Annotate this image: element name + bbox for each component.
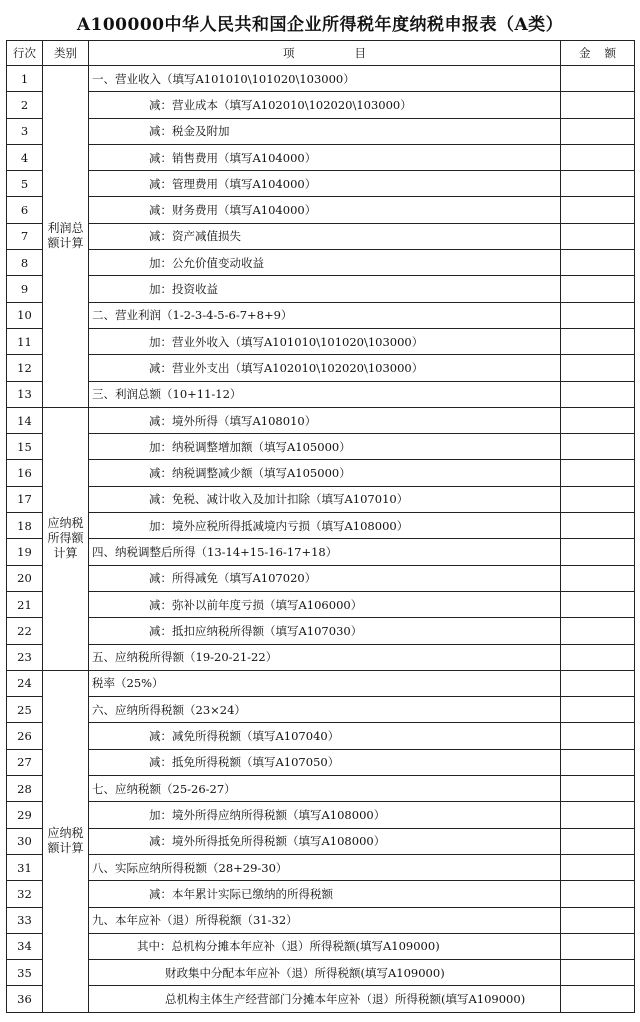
amount-cell[interactable] [561,933,635,959]
table-row [7,854,635,880]
amount-cell[interactable] [561,223,635,249]
row-item: 加：纳税调整增加额（填写A105000） [89,434,561,460]
table-row [7,697,635,723]
row-item: 减：财务费用（填写A104000） [89,197,561,223]
category-profit: 利润总额计算 [43,66,89,408]
row-item: 加：境外所得应纳所得税额（填写A108000） [89,802,561,828]
row-item: 加：投资收益 [89,276,561,302]
row-number: 2 [7,92,43,118]
row-item: 六、应纳所得税额（23×24） [89,697,561,723]
table-row [7,828,635,854]
table-row [7,434,635,460]
row-number: 28 [7,776,43,802]
row-number: 35 [7,960,43,986]
category-taxable: 应纳税所得额计算 [43,407,89,670]
table-row [7,670,635,696]
row-item: 减：本年累计实际已缴纳的所得税额 [89,881,561,907]
row-number: 33 [7,907,43,933]
table-row [7,486,635,512]
amount-cell[interactable] [561,355,635,381]
row-item: 减：所得减免（填写A107020） [89,565,561,591]
amount-cell[interactable] [561,144,635,170]
amount-cell[interactable] [561,960,635,986]
amount-cell[interactable] [561,328,635,354]
table-row [7,355,635,381]
amount-cell[interactable] [561,697,635,723]
amount-cell[interactable] [561,907,635,933]
row-item: 一、营业收入（填写A101010\101020\103000） [89,66,561,92]
row-number: 1 [7,66,43,92]
row-item: 七、应纳税额（25-26-27） [89,776,561,802]
amount-cell[interactable] [561,513,635,539]
row-item: 减：资产减值损失 [89,223,561,249]
table-row [7,591,635,617]
amount-cell[interactable] [561,854,635,880]
amount-cell[interactable] [561,197,635,223]
row-item: 减：抵扣应纳税所得额（填写A107030） [89,618,561,644]
table-row [7,802,635,828]
amount-cell[interactable] [561,723,635,749]
row-item: 减：境外所得（填写A108010） [89,407,561,433]
header-category: 类别 [43,41,89,66]
amount-cell[interactable] [561,618,635,644]
header-amount: 金额 [561,41,635,66]
row-item: 其中：总机构分摊本年应补（退）所得税额(填写A109000) [89,933,561,959]
row-number: 14 [7,407,43,433]
row-number: 16 [7,460,43,486]
table-row [7,960,635,986]
row-number: 31 [7,854,43,880]
category-tax: 应纳税额计算 [43,670,89,1012]
row-item: 四、纳税调整后所得（13-14+15-16-17+18） [89,539,561,565]
amount-cell[interactable] [561,171,635,197]
row-item: 减：纳税调整减少额（填写A105000） [89,460,561,486]
amount-cell[interactable] [561,276,635,302]
row-item: 税率（25%） [89,670,561,696]
row-item: 减：营业外支出（填写A102010\102020\103000） [89,355,561,381]
amount-cell[interactable] [561,250,635,276]
table-row [7,749,635,775]
row-number: 17 [7,486,43,512]
row-number: 7 [7,223,43,249]
row-item: 减：弥补以前年度亏损（填写A106000） [89,591,561,617]
row-number: 15 [7,434,43,460]
row-number: 13 [7,381,43,407]
table-row [7,881,635,907]
amount-cell[interactable] [561,92,635,118]
row-item: 减：境外所得抵免所得税额（填写A108000） [89,828,561,854]
row-number: 26 [7,723,43,749]
amount-cell[interactable] [561,776,635,802]
row-number: 3 [7,118,43,144]
table-row [7,302,635,328]
row-number: 18 [7,513,43,539]
table-row [7,197,635,223]
table-body [7,66,635,1013]
row-item: 加：境外应税所得抵减境内亏损（填写A108000） [89,513,561,539]
row-number: 29 [7,802,43,828]
table-row [7,171,635,197]
amount-cell[interactable] [561,828,635,854]
table-header-row [7,41,635,66]
row-item: 加：公允价值变动收益 [89,250,561,276]
table-row [7,986,635,1012]
row-number: 25 [7,697,43,723]
row-number: 36 [7,986,43,1012]
row-number: 21 [7,591,43,617]
amount-cell[interactable] [561,986,635,1012]
table-row [7,618,635,644]
tax-return-table [6,40,635,1013]
table-row [7,539,635,565]
table-row [7,644,635,670]
row-number: 20 [7,565,43,591]
row-item: 财政集中分配本年应补（退）所得税额(填写A109000) [89,960,561,986]
table-row [7,276,635,302]
row-item: 三、利润总额（10+11-12） [89,381,561,407]
row-item: 减：减免所得税额（填写A107040） [89,723,561,749]
amount-cell[interactable] [561,118,635,144]
table-row [7,723,635,749]
table-row [7,933,635,959]
header-row-no: 行次 [7,41,43,66]
table-row [7,92,635,118]
row-item: 减：管理费用（填写A104000） [89,171,561,197]
amount-cell[interactable] [561,66,635,92]
row-number: 10 [7,302,43,328]
amount-cell[interactable] [561,565,635,591]
amount-cell[interactable] [561,802,635,828]
row-number: 4 [7,144,43,170]
form-title: A100000中华人民共和国企业所得税年度纳税申报表（A类） [76,15,564,35]
row-number: 22 [7,618,43,644]
row-number: 19 [7,539,43,565]
table-row [7,144,635,170]
table-row [7,223,635,249]
row-item: 减：免税、减计收入及加计扣除（填写A107010） [89,486,561,512]
amount-cell[interactable] [561,539,635,565]
row-number: 8 [7,250,43,276]
row-number: 32 [7,881,43,907]
row-item: 九、本年应补（退）所得税额（31-32） [89,907,561,933]
amount-cell[interactable] [561,644,635,670]
table-row [7,776,635,802]
row-item: 减：税金及附加 [89,118,561,144]
row-item: 加：营业外收入（填写A101010\101020\103000） [89,328,561,354]
row-item: 减：销售费用（填写A104000） [89,144,561,170]
row-number: 27 [7,749,43,775]
row-item: 五、应纳税所得额（19-20-21-22） [89,644,561,670]
table-row [7,460,635,486]
table-row [7,907,635,933]
amount-cell[interactable] [561,407,635,433]
table-row [7,565,635,591]
row-number: 12 [7,355,43,381]
amount-cell[interactable] [561,381,635,407]
row-number: 11 [7,328,43,354]
amount-cell[interactable] [561,670,635,696]
row-number: 34 [7,933,43,959]
table-row [7,118,635,144]
row-number: 6 [7,197,43,223]
row-number: 24 [7,670,43,696]
row-number: 9 [7,276,43,302]
amount-cell[interactable] [561,591,635,617]
amount-cell[interactable] [561,486,635,512]
header-item: 项目 [89,41,561,66]
row-item: 八、实际应纳所得税额（28+29-30） [89,854,561,880]
table-row [7,66,635,92]
table-row [7,381,635,407]
table-row [7,250,635,276]
row-number: 23 [7,644,43,670]
amount-cell[interactable] [561,749,635,775]
row-item: 减：抵免所得税额（填写A107050） [89,749,561,775]
amount-cell[interactable] [561,302,635,328]
amount-cell[interactable] [561,434,635,460]
table-row [7,513,635,539]
row-number: 5 [7,171,43,197]
table-row [7,407,635,433]
row-item: 减：营业成本（填写A102010\102020\103000） [89,92,561,118]
table-row [7,328,635,354]
amount-cell[interactable] [561,460,635,486]
row-item: 总机构主体生产经营部门分摊本年应补（退）所得税额(填写A109000) [89,986,561,1012]
row-item: 二、营业利润（1-2-3-4-5-6-7+8+9） [89,302,561,328]
row-number: 30 [7,828,43,854]
amount-cell[interactable] [561,881,635,907]
